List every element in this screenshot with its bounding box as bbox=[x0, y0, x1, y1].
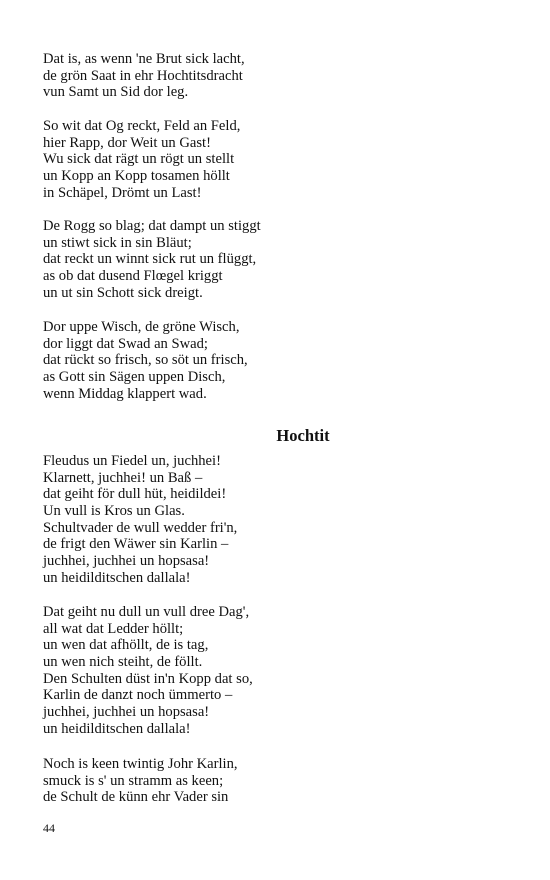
poem-line: Wu sick dat rägt un rögt un stellt bbox=[43, 151, 235, 168]
poem-line: dat rückt so frisch, so söt un frisch, bbox=[43, 352, 248, 369]
stanza-4 bbox=[43, 319, 513, 402]
poem-line: all wat dat Ledder höllt; bbox=[43, 620, 184, 637]
poem-line: un heidilditschen dallala! bbox=[43, 569, 191, 586]
poem-line: wenn Middag klappert wad. bbox=[43, 385, 207, 402]
poem-line: Klarnett, juchhei! un Baß – bbox=[43, 469, 203, 486]
poem-line: dat geiht för dull hüt, heidildei! bbox=[43, 486, 227, 503]
stanza-1 bbox=[43, 51, 513, 101]
poem-line: de Schult de künn ehr Vader sin bbox=[43, 789, 229, 806]
poem-line: Karlin de danzt noch ümmerto – bbox=[43, 687, 233, 704]
poem-line: un ut sin Schott sick dreigt. bbox=[43, 284, 203, 301]
poem-line: Dat is, as wenn 'ne Brut sick lacht, bbox=[43, 51, 245, 67]
poem-line: un heidilditschen dallala! bbox=[43, 720, 191, 737]
poem-line: as ob dat dusend Flœgel kriggt bbox=[43, 268, 223, 285]
poem-line: un stiwt sick in sin Bläut; bbox=[43, 234, 192, 251]
stanza-5 bbox=[43, 453, 513, 587]
poem-line: in Schäpel, Drömt un Last! bbox=[43, 184, 202, 201]
poem-line: Dor uppe Wisch, de gröne Wisch, bbox=[43, 319, 240, 335]
poem-line: as Gott sin Sägen uppen Disch, bbox=[43, 369, 226, 386]
poem-line: un Kopp an Kopp tosamen höllt bbox=[43, 168, 230, 185]
poem-line: Fleudus un Fiedel un, juchhei! bbox=[43, 453, 221, 469]
poem-line: dat reckt un winnt sick rut un flüggt, bbox=[43, 251, 257, 268]
poem-line: So wit dat Og reckt, Feld an Feld, bbox=[43, 118, 241, 134]
poem-line: Den Schulten düst in'n Kopp dat so, bbox=[43, 670, 253, 687]
poem-line: un wen dat afhöllt, de is tag, bbox=[43, 637, 209, 654]
poem-line: Un vull is Kros un Glas. bbox=[43, 503, 185, 520]
poem-line: Noch is keen twintig Johr Karlin, bbox=[43, 756, 238, 772]
poem-line: de frigt den Wäwer sin Karlin – bbox=[43, 536, 229, 553]
poem-line: juchhei, juchhei un hopsasa! bbox=[43, 704, 210, 721]
poem-line: Schultvader de wull wedder fri'n, bbox=[43, 519, 238, 536]
poem-title: Hochtit bbox=[276, 426, 330, 445]
poem-line: un wen nich steiht, de föllt. bbox=[43, 654, 203, 671]
stanza-3 bbox=[43, 218, 513, 301]
poem-line: de grön Saat in ehr Hochtitsdracht bbox=[43, 67, 243, 84]
poem-line: smuck is s' un stramm as keen; bbox=[43, 772, 224, 789]
stanza-2 bbox=[43, 118, 513, 201]
poem-line: De Rogg so blag; dat dampt un stiggt bbox=[43, 218, 261, 234]
poem-line: vun Samt un Sid dor leg. bbox=[43, 84, 189, 101]
stanza-7 bbox=[43, 756, 513, 806]
page-number: 44 bbox=[43, 821, 55, 835]
poem-line: juchhei, juchhei un hopsasa! bbox=[43, 553, 210, 570]
stanza-6 bbox=[43, 604, 513, 738]
poem-line: dor liggt dat Swad an Swad; bbox=[43, 335, 208, 352]
poem-line: hier Rapp, dor Weit un Gast! bbox=[43, 134, 211, 151]
poem-line: Dat geiht nu dull un vull dree Dag', bbox=[43, 604, 250, 620]
